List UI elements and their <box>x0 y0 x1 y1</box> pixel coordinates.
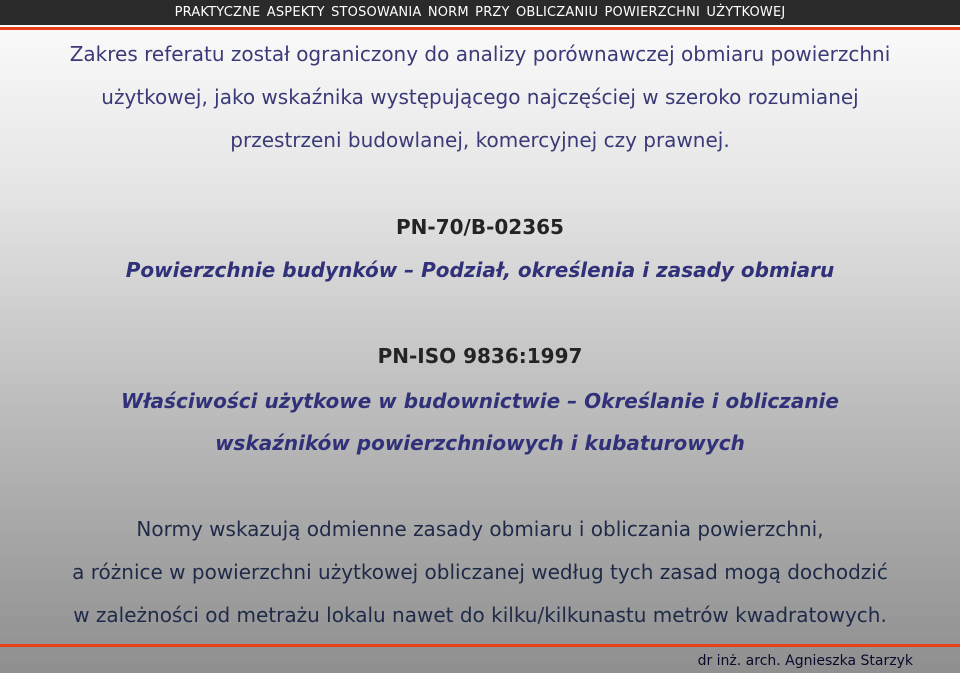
conclusion-line: w zależności od metrażu lokalu nawet do kilku/kilkunastu metrów kwadratowych. <box>73 603 887 627</box>
intro-line: Zakres referatu został ograniczony do analizy porównawczej obmiaru powierzchni <box>69 42 891 66</box>
slide-header-title: PRAKTYCZNE ASPEKTY STOSOWANIA NORM PRZY OBLICZANIU POWIERZCHNI UŻYTKOWEJ <box>0 0 960 25</box>
conclusion-line: Normy wskazują odmienne zasady obmiaru i obliczania powierzchni, <box>136 517 824 541</box>
intro-line: przestrzeni budowlanej, komercyjnej czy prawnej. <box>230 128 730 152</box>
norm-title-line: Powierzchnie budynków – Podział, określenia i zasady obmiaru <box>125 258 835 282</box>
intro-paragraph <box>0 33 960 162</box>
intro-line: użytkowej, jako wskaźnika występującego najczęściej w szeroko rozumianej <box>101 85 859 109</box>
norm-title-2 <box>0 380 960 464</box>
conclusion-line: a różnice w powierzchni użytkowej obliczanej według tych zasad mogą dochodzić <box>72 560 888 584</box>
conclusion-paragraph <box>0 508 960 637</box>
header-divider <box>0 27 960 30</box>
norm-title-1 <box>0 249 960 291</box>
norm-title-line: Właściwości użytkowe w budownictwie – Określanie i obliczanie <box>121 389 839 413</box>
norm-code-2: PN-ISO 9836:1997 <box>377 344 583 368</box>
author-credit: dr inż. arch. Agnieszka Starzyk <box>697 653 913 669</box>
norm-code-1: PN-70/B-02365 <box>396 215 564 239</box>
norm-title-line: wskaźników powierzchniowych i kubaturowych <box>215 431 745 455</box>
footer-divider <box>0 644 960 647</box>
